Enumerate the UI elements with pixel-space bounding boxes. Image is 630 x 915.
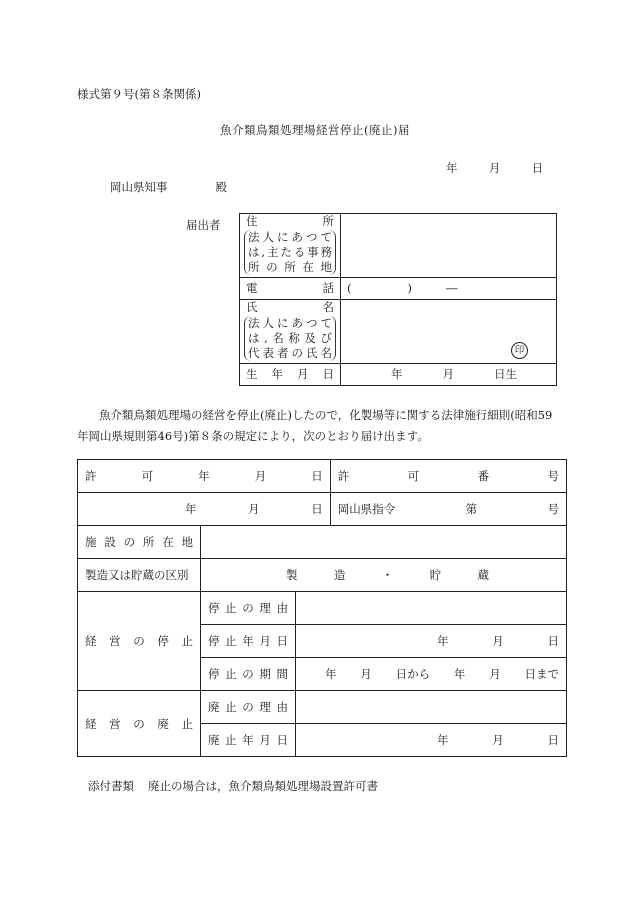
attachment-text: 廃止の場合は，魚介類鳥類処理場設置許可書 bbox=[148, 779, 378, 793]
type-select[interactable] bbox=[201, 559, 567, 592]
permit-number-input[interactable] bbox=[330, 493, 566, 526]
permit-date-label bbox=[78, 460, 331, 493]
label-char: 停 bbox=[208, 634, 220, 648]
value-char: 年 bbox=[453, 667, 466, 681]
note-char: 氏 bbox=[306, 346, 318, 360]
birth-label-char: 生 bbox=[246, 367, 258, 381]
note-char: あ bbox=[291, 230, 303, 244]
permit-number-label bbox=[330, 460, 566, 493]
label-char: 由 bbox=[276, 601, 288, 615]
label-char: 停 bbox=[208, 601, 220, 615]
label-char: 止 bbox=[225, 667, 237, 681]
phone-label-char: 電 bbox=[246, 281, 258, 295]
note-char: び bbox=[320, 331, 332, 345]
addressee bbox=[110, 179, 227, 195]
date-year: 年 bbox=[446, 161, 458, 175]
label-char: 止 bbox=[225, 634, 237, 648]
note-char: 名 bbox=[320, 346, 332, 360]
note-char: 主 bbox=[266, 245, 279, 259]
label-char: の bbox=[133, 634, 145, 648]
label-char: 止 bbox=[181, 716, 193, 731]
value-char: 月 bbox=[248, 502, 260, 516]
label-char: 可 bbox=[407, 469, 420, 483]
phone-input[interactable] bbox=[341, 278, 557, 300]
note-char: 及 bbox=[304, 331, 316, 345]
label-char: 可 bbox=[141, 469, 154, 483]
suspension-period-input[interactable] bbox=[296, 658, 567, 691]
label-char: 止 bbox=[225, 700, 237, 714]
body-paragraph: 魚介類鳥類処理場の経営を停止(廃止)したので，化製場等に関する法律施行細則(昭和59年岡山県規則第46号)第８条の規定により，次のとおり届け出ます。 bbox=[77, 408, 553, 443]
value-char: 月 bbox=[489, 667, 501, 681]
address-label-char: 所 bbox=[322, 214, 334, 228]
facility-location-input[interactable] bbox=[201, 526, 567, 559]
phone-label-cell bbox=[240, 278, 341, 300]
document-title: 魚介類鳥類処理場経営停止(廃止)届 bbox=[220, 123, 410, 137]
label-char: の bbox=[242, 601, 254, 615]
note-char: 者 bbox=[277, 346, 289, 360]
seal-mark: 印 bbox=[511, 342, 528, 359]
label-char: の bbox=[242, 667, 254, 681]
birth-month: 月 bbox=[442, 367, 454, 381]
value-char: 日 bbox=[547, 733, 559, 747]
note-char: て bbox=[320, 316, 332, 330]
value-char: 年 bbox=[185, 502, 197, 516]
label-char: 間 bbox=[276, 667, 288, 681]
label-char: 停 bbox=[208, 667, 220, 681]
phone-label bbox=[240, 281, 340, 296]
birth-day: 日生 bbox=[494, 367, 517, 381]
label-char: 許 bbox=[337, 469, 350, 483]
label-char: 廃 bbox=[157, 716, 169, 731]
note-char: 地 bbox=[320, 260, 332, 274]
label-char: の bbox=[133, 716, 145, 731]
permit-date-input[interactable] bbox=[78, 493, 331, 526]
label-char: 由 bbox=[276, 700, 288, 714]
birth-label-char: 年 bbox=[271, 367, 283, 381]
addressee-suffix: 殿 bbox=[215, 180, 227, 194]
label-char: 営 bbox=[109, 716, 121, 731]
suspension-date-input[interactable] bbox=[296, 625, 567, 658]
label-char: 施 bbox=[85, 535, 97, 549]
label-char: 日 bbox=[276, 733, 288, 747]
note-char: あ bbox=[291, 316, 303, 330]
attachment-label: 添付書類 bbox=[88, 779, 134, 793]
name-input[interactable] bbox=[341, 300, 557, 364]
name-label-cell bbox=[240, 300, 341, 364]
label-char: 止 bbox=[181, 634, 193, 648]
value-char: 日 bbox=[311, 502, 323, 516]
value-text: 岡山県指令 bbox=[337, 502, 396, 516]
note-char: つ bbox=[306, 230, 318, 244]
abolition-date-label bbox=[201, 724, 296, 757]
abolition-date-input[interactable] bbox=[296, 724, 567, 757]
label-char: 許 bbox=[85, 469, 97, 483]
birthdate-label bbox=[240, 367, 340, 382]
label-char: の bbox=[123, 535, 136, 549]
abolition-label bbox=[78, 691, 201, 757]
value-char: 月 bbox=[492, 733, 504, 747]
birth-year: 年 bbox=[391, 367, 403, 381]
label-char: 止 bbox=[225, 733, 237, 747]
submission-date bbox=[446, 160, 543, 176]
label-char: 年 bbox=[242, 634, 254, 648]
attachment-note bbox=[88, 778, 378, 794]
value-char: 月 bbox=[492, 634, 504, 648]
addressee-name: 岡山県知事 bbox=[110, 180, 168, 194]
note-char: は bbox=[248, 245, 260, 259]
phone-label-char: 話 bbox=[322, 281, 334, 295]
facility-location-label bbox=[78, 526, 201, 559]
note-char: 事 bbox=[307, 245, 319, 259]
note-char: に bbox=[277, 316, 289, 330]
name-label-char: 氏 bbox=[246, 300, 258, 314]
note-char: , bbox=[264, 331, 268, 345]
label-char: 経 bbox=[85, 716, 97, 731]
applicant-table bbox=[239, 213, 557, 386]
value-char: 年 bbox=[437, 733, 449, 747]
suspension-reason-input[interactable] bbox=[296, 592, 567, 625]
details-table bbox=[77, 459, 567, 757]
note-char: 人 bbox=[262, 316, 274, 330]
label-char: の bbox=[242, 700, 254, 714]
note-char: て bbox=[320, 230, 332, 244]
note-char: 法 bbox=[248, 230, 260, 244]
suspension-period-label bbox=[201, 658, 296, 691]
note-char: 称 bbox=[288, 331, 300, 345]
note-char: の bbox=[266, 260, 278, 274]
label-char: 期 bbox=[259, 667, 271, 681]
name-label-char: 名 bbox=[322, 300, 334, 314]
birthdate-input[interactable] bbox=[341, 364, 557, 386]
label-char: 日 bbox=[311, 469, 323, 483]
label-char: 日 bbox=[276, 634, 288, 648]
label-char: 停 bbox=[157, 634, 169, 648]
label-char: 号 bbox=[547, 469, 559, 483]
label-char: 理 bbox=[259, 601, 271, 615]
suspension-reason-label bbox=[201, 592, 296, 625]
label-char: 廃 bbox=[208, 733, 220, 747]
value-char: 年 bbox=[437, 634, 449, 648]
label-char: 地 bbox=[181, 535, 193, 549]
note-char: 在 bbox=[302, 260, 314, 274]
value-char: 日 bbox=[547, 634, 559, 648]
label-char: 月 bbox=[259, 634, 271, 648]
abolition-reason-label bbox=[201, 691, 296, 724]
value-char: 貯 bbox=[429, 568, 442, 582]
label-char: 年 bbox=[198, 469, 210, 483]
label-char: 所 bbox=[142, 535, 155, 549]
address-input[interactable] bbox=[341, 214, 557, 278]
phone-dash: ― bbox=[446, 281, 458, 295]
note-char: の bbox=[291, 346, 303, 360]
suspension-label bbox=[78, 592, 201, 691]
note-char: に bbox=[277, 230, 289, 244]
date-day: 日 bbox=[531, 161, 544, 175]
applicant-label: 届出者 bbox=[186, 218, 221, 232]
name-note bbox=[244, 316, 336, 361]
label-char: 月 bbox=[259, 733, 271, 747]
note-char: 務 bbox=[320, 245, 332, 259]
value-char: 日から bbox=[395, 667, 431, 681]
address-label bbox=[240, 214, 340, 229]
birth-label-char: 日 bbox=[322, 367, 334, 381]
address-label-char: 住 bbox=[246, 214, 258, 228]
name-label bbox=[240, 300, 340, 315]
note-char: 表 bbox=[262, 346, 274, 360]
value-text: 第 bbox=[465, 502, 478, 516]
label-char: 年 bbox=[242, 733, 254, 747]
value-char: 日まで bbox=[524, 667, 559, 681]
label-char: 経 bbox=[85, 634, 97, 648]
value-text: 号 bbox=[547, 502, 559, 516]
address-label-cell bbox=[240, 214, 341, 278]
note-char: 人 bbox=[262, 230, 274, 244]
note-char: 法 bbox=[248, 316, 260, 330]
value-char: 蔵 bbox=[477, 568, 489, 582]
value-char: 年 bbox=[325, 667, 337, 681]
label-char: 理 bbox=[259, 700, 271, 714]
label-char: 廃 bbox=[208, 700, 220, 714]
note-char: 代 bbox=[248, 346, 260, 360]
note-char: つ bbox=[306, 316, 318, 330]
birth-label-char: 月 bbox=[297, 367, 309, 381]
phone-paren-open: ( bbox=[347, 281, 352, 295]
abolition-reason-input[interactable] bbox=[296, 691, 567, 724]
note-char: 所 bbox=[284, 260, 296, 274]
note-char: た bbox=[280, 245, 292, 259]
value-char: 製 bbox=[286, 568, 298, 582]
type-label: 製造又は貯蔵の区別 bbox=[78, 559, 201, 592]
label-char: 営 bbox=[109, 634, 121, 648]
birthdate-label-cell bbox=[240, 364, 341, 386]
value-char: ・ bbox=[381, 568, 394, 582]
form-number: 様式第９号(第８条関係) bbox=[77, 87, 201, 101]
note-char: 所 bbox=[248, 260, 260, 274]
note-char: 名 bbox=[272, 331, 284, 345]
note-char: る bbox=[293, 245, 306, 259]
date-month: 月 bbox=[488, 161, 501, 175]
label-char: 番 bbox=[477, 469, 490, 483]
address-note bbox=[244, 230, 336, 275]
value-char: 造 bbox=[333, 568, 346, 582]
label-char: 止 bbox=[225, 601, 237, 615]
value-char: 月 bbox=[360, 667, 372, 681]
label-char: 設 bbox=[104, 535, 116, 549]
label-char: 月 bbox=[254, 469, 267, 483]
note-char: は bbox=[248, 331, 260, 345]
phone-paren-close: ) bbox=[407, 281, 412, 295]
suspension-date-label bbox=[201, 625, 296, 658]
label-char: 在 bbox=[162, 535, 174, 549]
note-char: , bbox=[261, 245, 266, 259]
